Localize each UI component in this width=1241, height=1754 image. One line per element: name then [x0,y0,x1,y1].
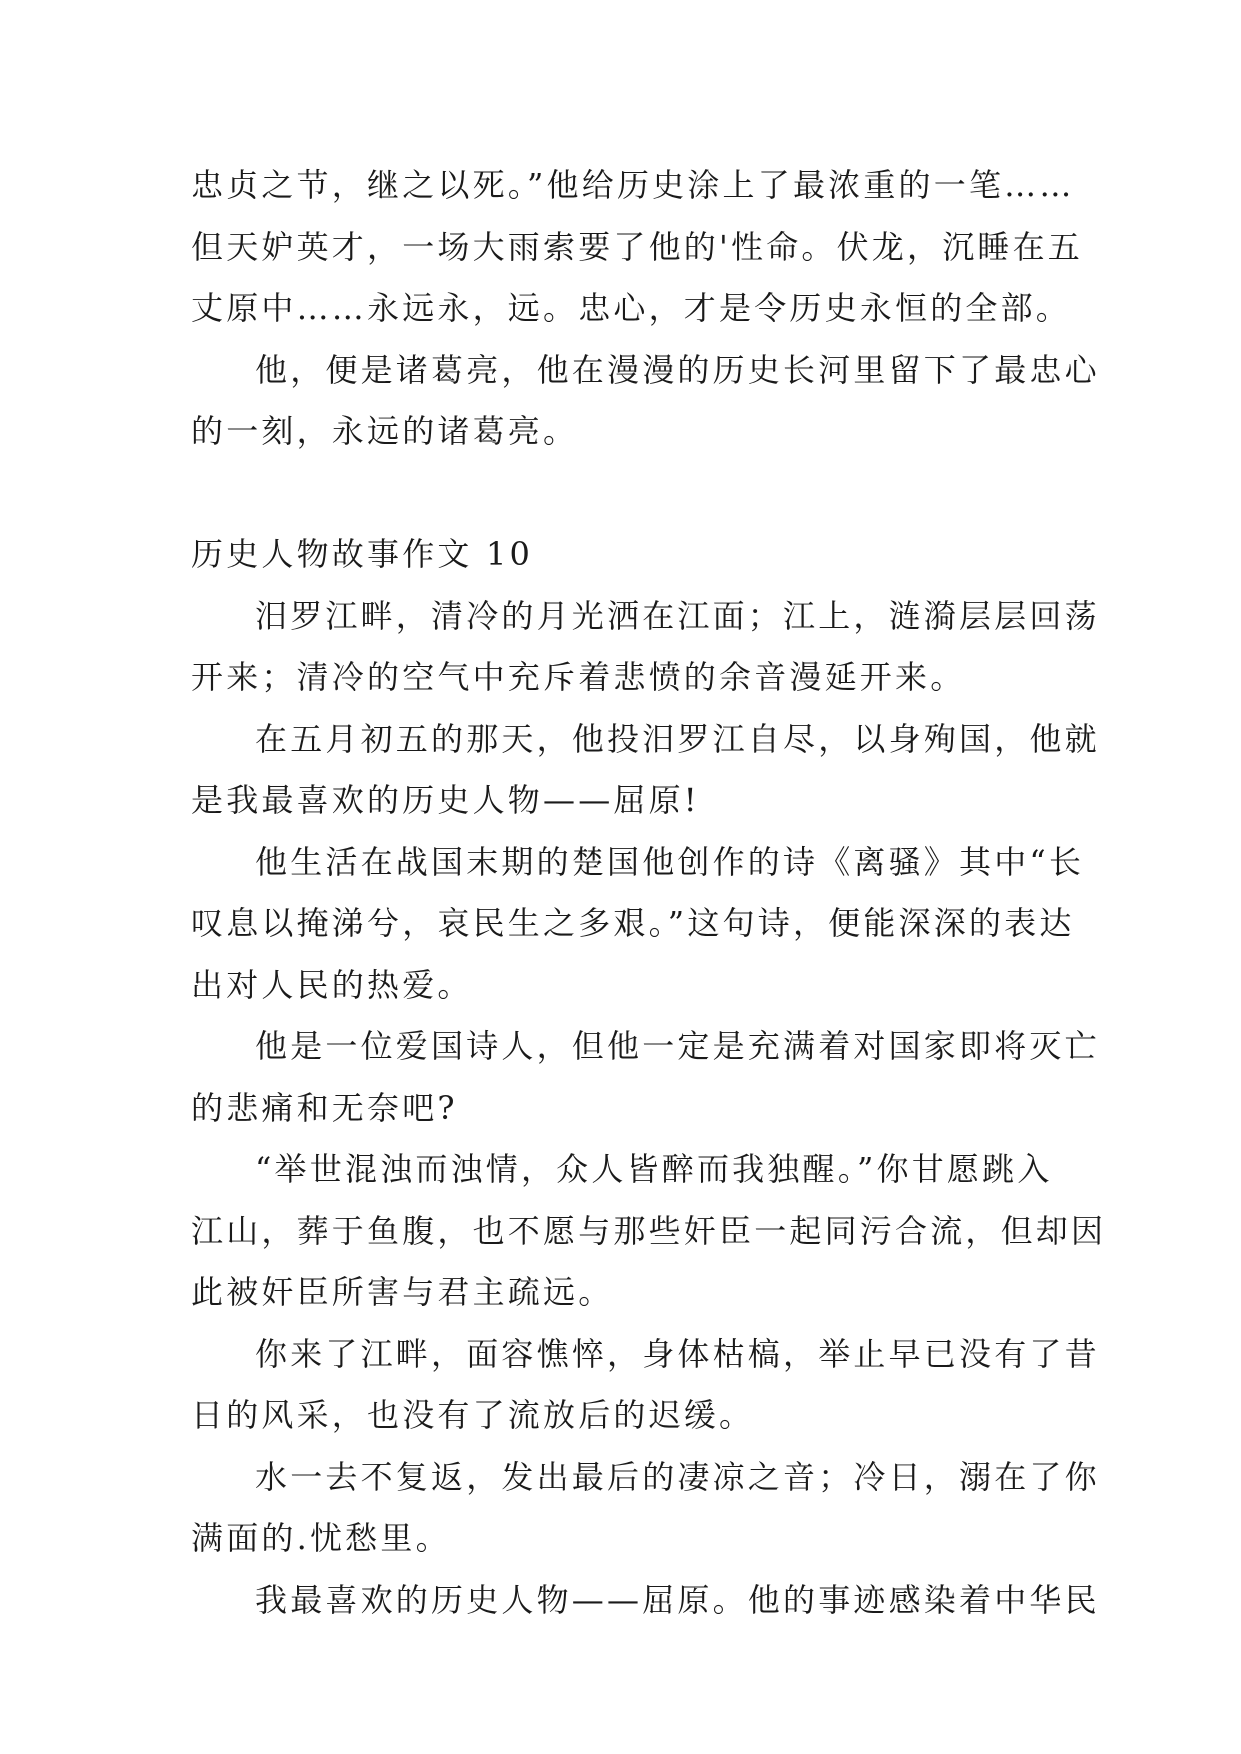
text-line: 是我最喜欢的历史人物——屈原! [191,781,700,819]
text-line: 江山，葬于鱼腹，也不愿与那些奸臣一起同污合流，但却因 [191,1211,1107,1250]
section-heading: 历史人物故事作文 10 [191,535,534,573]
text-line: “举世混浊而浊情，众人皆醉而我独醒。”你甘愿跳入 [255,1150,1053,1188]
text-line: 他是一位爱国诗人，但他一定是充满着对国家即将灭亡 [255,1027,1100,1065]
text-line: 叹息以掩涕兮，哀民生之多艰。”这句诗，便能深深的表达 [191,904,1075,942]
paragraph [191,1016,1100,1139]
text-line: 丈原中……永远永，远。忠心，才是令历史永恒的全部。 [191,289,1072,327]
text-line: 他生活在战国末期的楚国他创作的诗《离骚》其中“长 [255,842,1085,881]
text-line: 的悲痛和无奈吧? [191,1088,458,1127]
text-line: 你来了江畔，面容憔悴，身体枯槁，举止早已没有了昔 [255,1334,1100,1373]
text-line: 日的风采，也没有了流放后的迟缓。 [191,1396,755,1434]
paragraph-continuation [191,155,1083,340]
paragraph [191,586,1100,709]
text-line: 水一去不复返，发出最后的凄凉之音；冷日，溺在了你 [255,1457,1100,1496]
paragraph [191,1139,1107,1324]
paragraph [191,832,1085,1017]
text-line: 此被奸臣所害与君主疏远。 [191,1273,614,1311]
text-line: 但天妒英才，一场大雨索要了他的'性命。伏龙，沉睡在五 [191,227,1083,266]
document-page [191,155,1107,1631]
blank-line [191,463,1059,525]
paragraph [191,1570,1100,1632]
text-line: 出对人民的热爱。 [191,965,473,1004]
text-line: 他，便是诸葛亮，他在漫漫的历史长河里留下了最忠心 [255,350,1100,389]
text-line: 我最喜欢的历史人物——屈原。他的事迹感染着中华民 [255,1580,1100,1619]
text-line: 的一刻，永远的诸葛亮。 [191,412,579,450]
text-line: 满面的.忧愁里。 [191,1519,451,1557]
text-line: 忠贞之节，继之以死。”他给历史涂上了最浓重的一笔…… [191,166,1075,204]
paragraph [191,709,1100,832]
text-line: 开来；清冷的空气中充斥着悲愤的余音漫延开来。 [191,658,966,696]
text-line: 汨罗江畔，清冷的月光洒在江面；江上，涟漪层层回荡 [255,596,1100,635]
paragraph [191,1447,1100,1570]
paragraph [191,1324,1100,1447]
text-line: 在五月初五的那天，他投汨罗江自尽，以身殉国，他就 [255,719,1100,758]
paragraph [191,340,1100,463]
